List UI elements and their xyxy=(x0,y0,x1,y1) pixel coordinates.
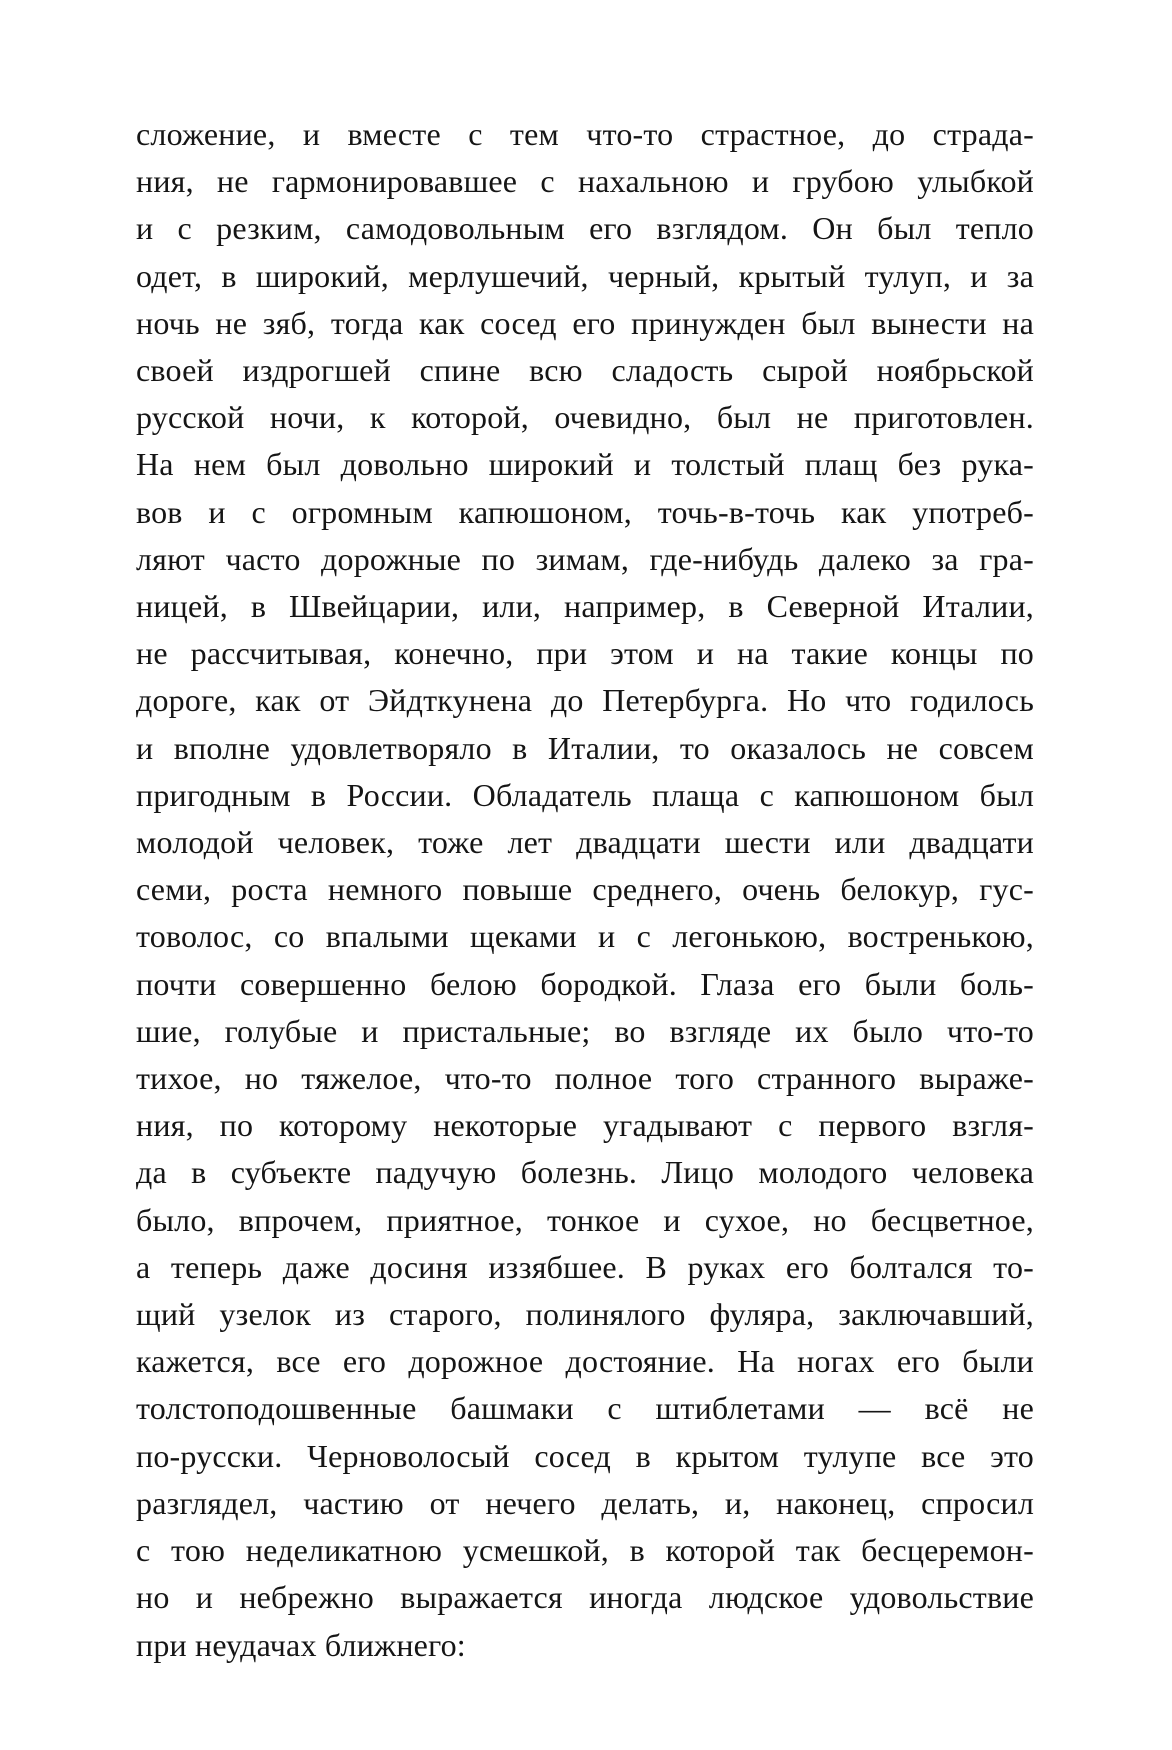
text-line: товолос, со впалыми щеками и с легонькою, востренькою, xyxy=(136,918,1034,955)
text-line: тихое, но тяжелое, что-то полное того странного выраже- xyxy=(136,1060,1034,1097)
text-line: одет, в широкий, мерлушечий, черный, крытый тулуп, и за xyxy=(136,257,1034,294)
text-line: вов и с огромным капюшоном, точь-в-точь как употреб- xyxy=(136,493,1034,530)
text-line: дороге, как от Эйдткунена до Петербурга. Но что годилось xyxy=(136,682,1034,719)
text-line: не рассчитывая, конечно, при этом и на такие концы по xyxy=(136,635,1034,672)
text-line: На нем был довольно широкий и толстый плащ без рука- xyxy=(136,446,1034,483)
text-line: разглядел, частию от нечего делать, и, наконец, спросил xyxy=(136,1484,1034,1521)
text-line: своей издрогшей спине всю сладость сырой ноябрьской xyxy=(136,352,1034,389)
text-line: пригодным в России. Обладатель плаща с капюшоном был xyxy=(136,776,1034,813)
text-line: щий узелок из старого, полинялого фуляра, заключавший, xyxy=(136,1296,1034,1333)
text-line: по-русски. Черноволосый сосед в крытом тулупе все это xyxy=(136,1437,1034,1474)
text-line: ния, не гармонировавшее с нахальною и грубою улыбкой xyxy=(136,163,1034,200)
text-line: молодой человек, тоже лет двадцати шести или двадцати xyxy=(136,824,1034,861)
text-line: но и небрежно выражается иногда людское удовольствие xyxy=(136,1579,1034,1616)
paragraph-text xyxy=(136,111,1034,1669)
text-line: шие, голубые и пристальные; во взгляде их было что-то xyxy=(136,1012,1034,1049)
text-line: почти совершенно белою бородкой. Глаза его были боль- xyxy=(136,965,1034,1002)
text-line: ницей, в Швейцарии, или, например, в Северной Италии, xyxy=(136,588,1034,625)
text-line: ния, по которому некоторые угадывают с первого взгля- xyxy=(136,1107,1034,1144)
text-line: русской ночи, к которой, очевидно, был не приготовлен. xyxy=(136,399,1034,436)
text-line: и вполне удовлетворяло в Италии, то оказалось не совсем xyxy=(136,729,1034,766)
text-line: толстоподошвенные башмаки с штиблетами — всё не xyxy=(136,1390,1034,1427)
text-line: да в субъекте падучую болезнь. Лицо молодого человека xyxy=(136,1154,1034,1191)
text-line: ляют часто дорожные по зимам, где-нибудь далеко за гра- xyxy=(136,540,1034,577)
text-line: было, впрочем, приятное, тонкое и сухое, но бесцветное, xyxy=(136,1201,1034,1238)
text-line: кажется, все его дорожное достояние. На ногах его были xyxy=(136,1343,1034,1380)
text-line: семи, роста немного повыше среднего, очень белокур, гус- xyxy=(136,871,1034,908)
text-line: ночь не зяб, тогда как сосед его принужден был вынести на xyxy=(136,304,1034,341)
text-line: и с резким, самодовольным его взглядом. Он был тепло xyxy=(136,210,1034,247)
text-line: при неудачах ближнего: xyxy=(136,1626,466,1663)
text-line: сложение, и вместе с тем что-то страстное, до страда- xyxy=(136,116,1034,152)
text-line: а теперь даже досиня иззябшее. В руках его болтался то- xyxy=(136,1248,1034,1285)
text-line: с тою неделикатною усмешкой, в которой так бесцеремон- xyxy=(136,1532,1034,1569)
